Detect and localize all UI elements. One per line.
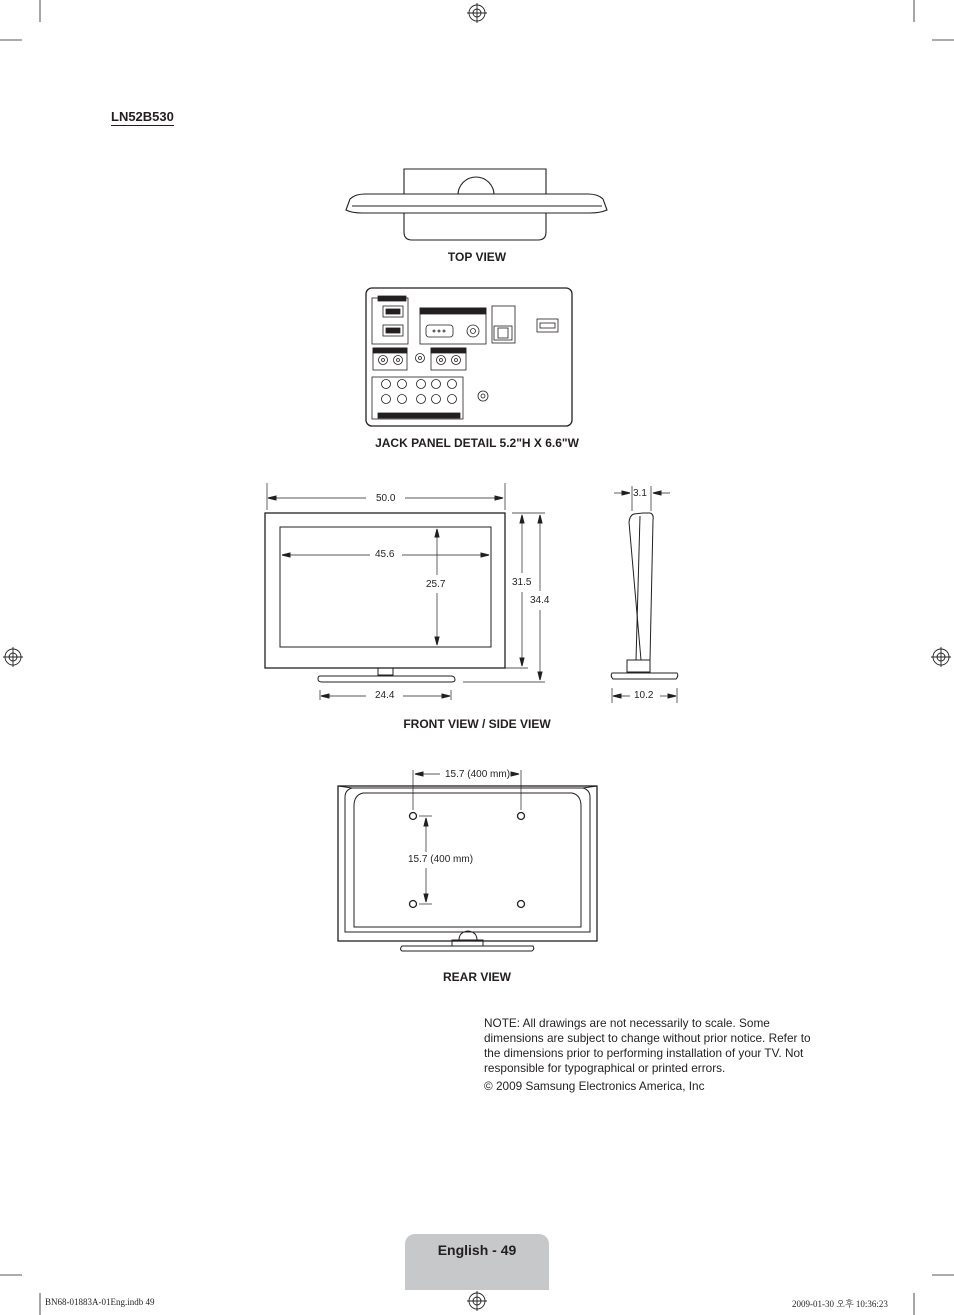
dim-width-overall: 50.0	[376, 493, 396, 504]
jack-panel-drawing	[366, 288, 572, 426]
model-number: LN52B530	[111, 109, 174, 124]
copyright: © 2009 Samsung Electronics America, Inc	[484, 1079, 705, 1093]
print-timestamp: 2009-01-30 오후 10:36:23	[792, 1299, 888, 1309]
side-view-drawing	[611, 486, 678, 703]
jack-panel-caption: JACK PANEL DETAIL 5.2"H X 6.6"W	[375, 436, 579, 450]
dim-stand-depth: 10.2	[634, 690, 654, 701]
dim-screen-height: 25.7	[426, 579, 446, 590]
dim-vesa-vertical: 15.7 (400 mm)	[408, 854, 474, 865]
note-text: NOTE: All drawings are not necessarily to scale. Some dimensions are subject to change without prior notice. Refer to the dimensions prior to performing installation of your TV. Not responsible for typographical or printed errors.	[484, 1016, 811, 1075]
note-block	[484, 1016, 829, 1097]
page-label: English - 49	[437, 1242, 517, 1258]
dim-height-with-stand: 34.4	[530, 595, 550, 606]
dim-screen-width: 45.6	[375, 549, 395, 560]
page-number-tab	[405, 1234, 549, 1290]
component-jacks	[382, 380, 457, 404]
registration-mark-right	[931, 647, 951, 667]
dim-stand-width: 24.4	[375, 690, 395, 701]
rear-view-caption: REAR VIEW	[442, 970, 511, 984]
registration-mark-top	[467, 3, 487, 23]
file-info: BN68-01883A-01Eng.indb 49	[45, 1297, 155, 1307]
front-side-view-caption: FRONT VIEW / SIDE VIEW	[403, 717, 551, 731]
dim-height-no-stand: 31.5	[512, 577, 532, 588]
front-view-drawing	[265, 483, 545, 700]
top-view-drawing	[346, 169, 607, 240]
top-view-caption: TOP VIEW	[447, 250, 507, 264]
registration-mark-left	[3, 647, 23, 667]
dim-vesa-horizontal: 15.7 (400 mm)	[445, 769, 511, 780]
dim-depth: 3.1	[633, 488, 647, 499]
registration-mark-bottom	[467, 1291, 487, 1311]
